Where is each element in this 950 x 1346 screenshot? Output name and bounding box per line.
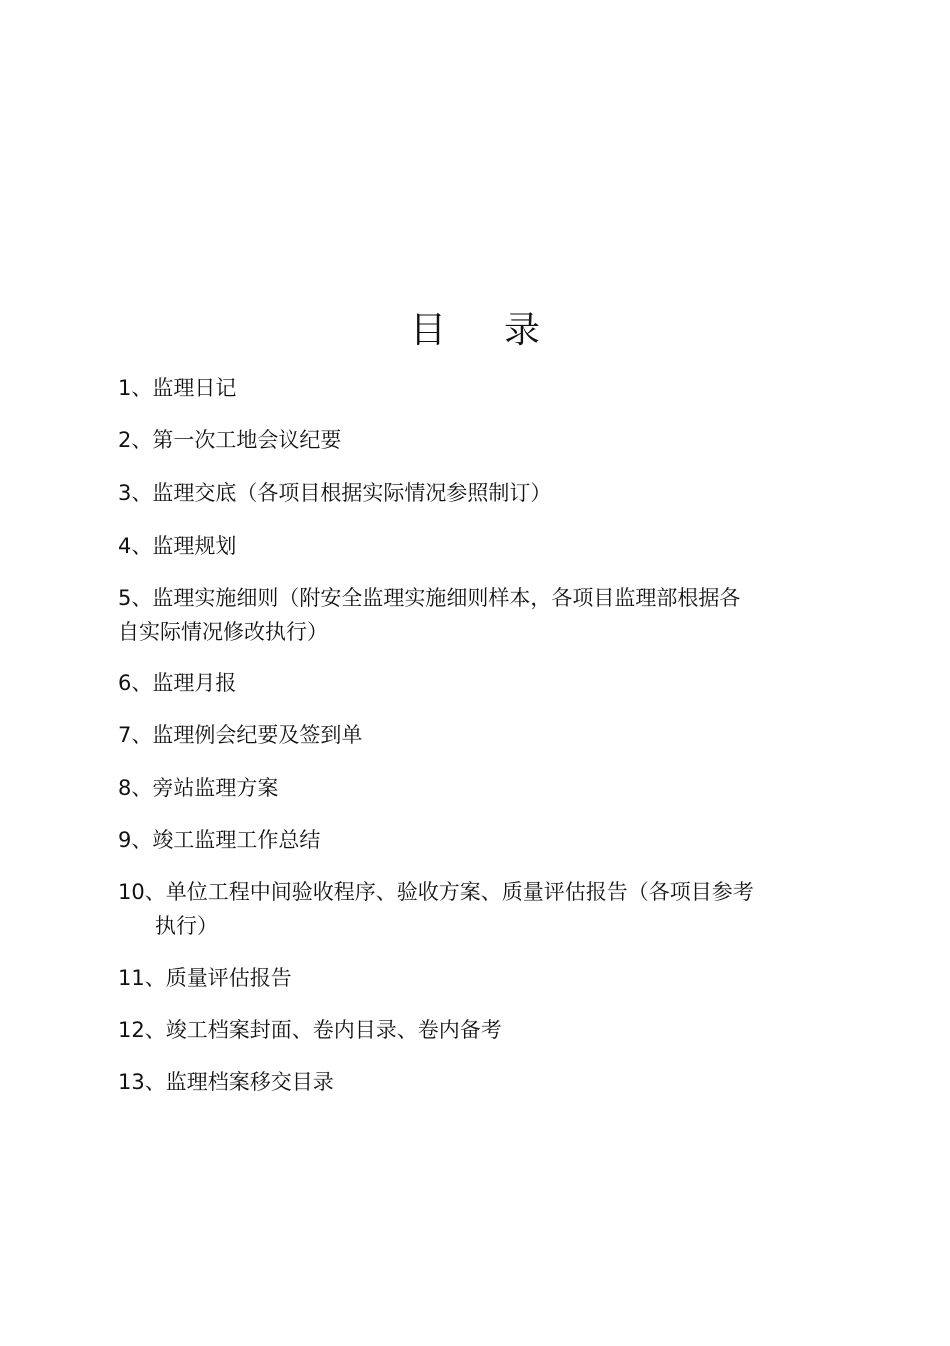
toc-item-separator: 、 <box>131 481 153 505</box>
toc-item-separator: 、 <box>131 376 153 400</box>
toc-item-text: 监理月报 <box>152 671 237 695</box>
toc-item-number: 12 <box>118 1018 145 1042</box>
toc-item-separator: 、 <box>131 828 153 852</box>
toc-item-number: 9 <box>118 828 132 852</box>
toc-item-text-continued: 执行） <box>155 914 218 938</box>
title-char-2: 录 <box>504 310 541 351</box>
toc-item-separator: 、 <box>131 428 153 452</box>
toc-item-separator: 、 <box>131 776 153 800</box>
toc-item-5 <box>118 581 818 649</box>
toc-item-1 <box>118 371 818 405</box>
toc-item-separator: 、 <box>131 586 153 610</box>
toc-item-separator: 、 <box>131 671 153 695</box>
toc-item-text: 质量评估报告 <box>165 966 292 990</box>
toc-item-6 <box>118 666 818 700</box>
toc-item-text: 第一次工地会议纪要 <box>152 428 342 452</box>
toc-item-number: 13 <box>118 1070 145 1094</box>
toc-item-3 <box>118 476 818 510</box>
toc-item-text: 监理例会纪要及签到单 <box>152 723 363 747</box>
toc-item-separator: 、 <box>144 1070 166 1094</box>
toc-item-9 <box>118 823 818 857</box>
toc-item-7 <box>118 718 818 752</box>
toc-item-text: 监理规划 <box>152 534 237 558</box>
toc-item-4 <box>118 529 818 563</box>
title-char-1: 目 <box>409 310 446 351</box>
toc-item-11 <box>118 961 818 995</box>
toc-item-text: 竣工监理工作总结 <box>152 828 321 852</box>
toc-item-text: 旁站监理方案 <box>152 776 279 800</box>
toc-item-number: 6 <box>118 671 132 695</box>
toc-item-text: 监理档案移交目录 <box>165 1070 334 1094</box>
toc-item-separator: 、 <box>131 723 153 747</box>
toc-item-text: 竣工档案封面、卷内目录、卷内备考 <box>165 1018 502 1042</box>
toc-item-10 <box>118 875 818 943</box>
toc-item-text: 监理实施细则（附安全监理实施细则样本，各项目监理部根据各 <box>152 586 741 610</box>
toc-item-separator: 、 <box>144 1018 166 1042</box>
toc-item-text: 单位工程中间验收程序、验收方案、质量评估报告（各项目参考 <box>165 880 754 904</box>
toc-item-number: 2 <box>118 428 132 452</box>
toc-item-text-continued: 自实际情况修改执行） <box>118 620 328 644</box>
toc-item-2 <box>118 423 818 457</box>
toc-item-number: 1 <box>118 376 132 400</box>
toc-item-number: 3 <box>118 481 132 505</box>
page-title <box>0 307 950 355</box>
toc-item-12 <box>118 1013 818 1047</box>
toc-item-separator: 、 <box>144 880 166 904</box>
toc-item-number: 10 <box>118 880 145 904</box>
toc-item-number: 8 <box>118 776 132 800</box>
toc-item-text: 监理日记 <box>152 376 237 400</box>
toc-item-number: 7 <box>118 723 132 747</box>
toc-item-number: 4 <box>118 534 132 558</box>
toc-item-separator: 、 <box>131 534 153 558</box>
toc-item-number: 11 <box>118 966 145 990</box>
toc-item-13 <box>118 1065 818 1099</box>
toc-item-text: 监理交底（各项目根据实际情况参照制订） <box>152 481 552 505</box>
toc-item-number: 5 <box>118 586 132 610</box>
toc-item-8 <box>118 771 818 805</box>
toc-item-separator: 、 <box>144 966 166 990</box>
